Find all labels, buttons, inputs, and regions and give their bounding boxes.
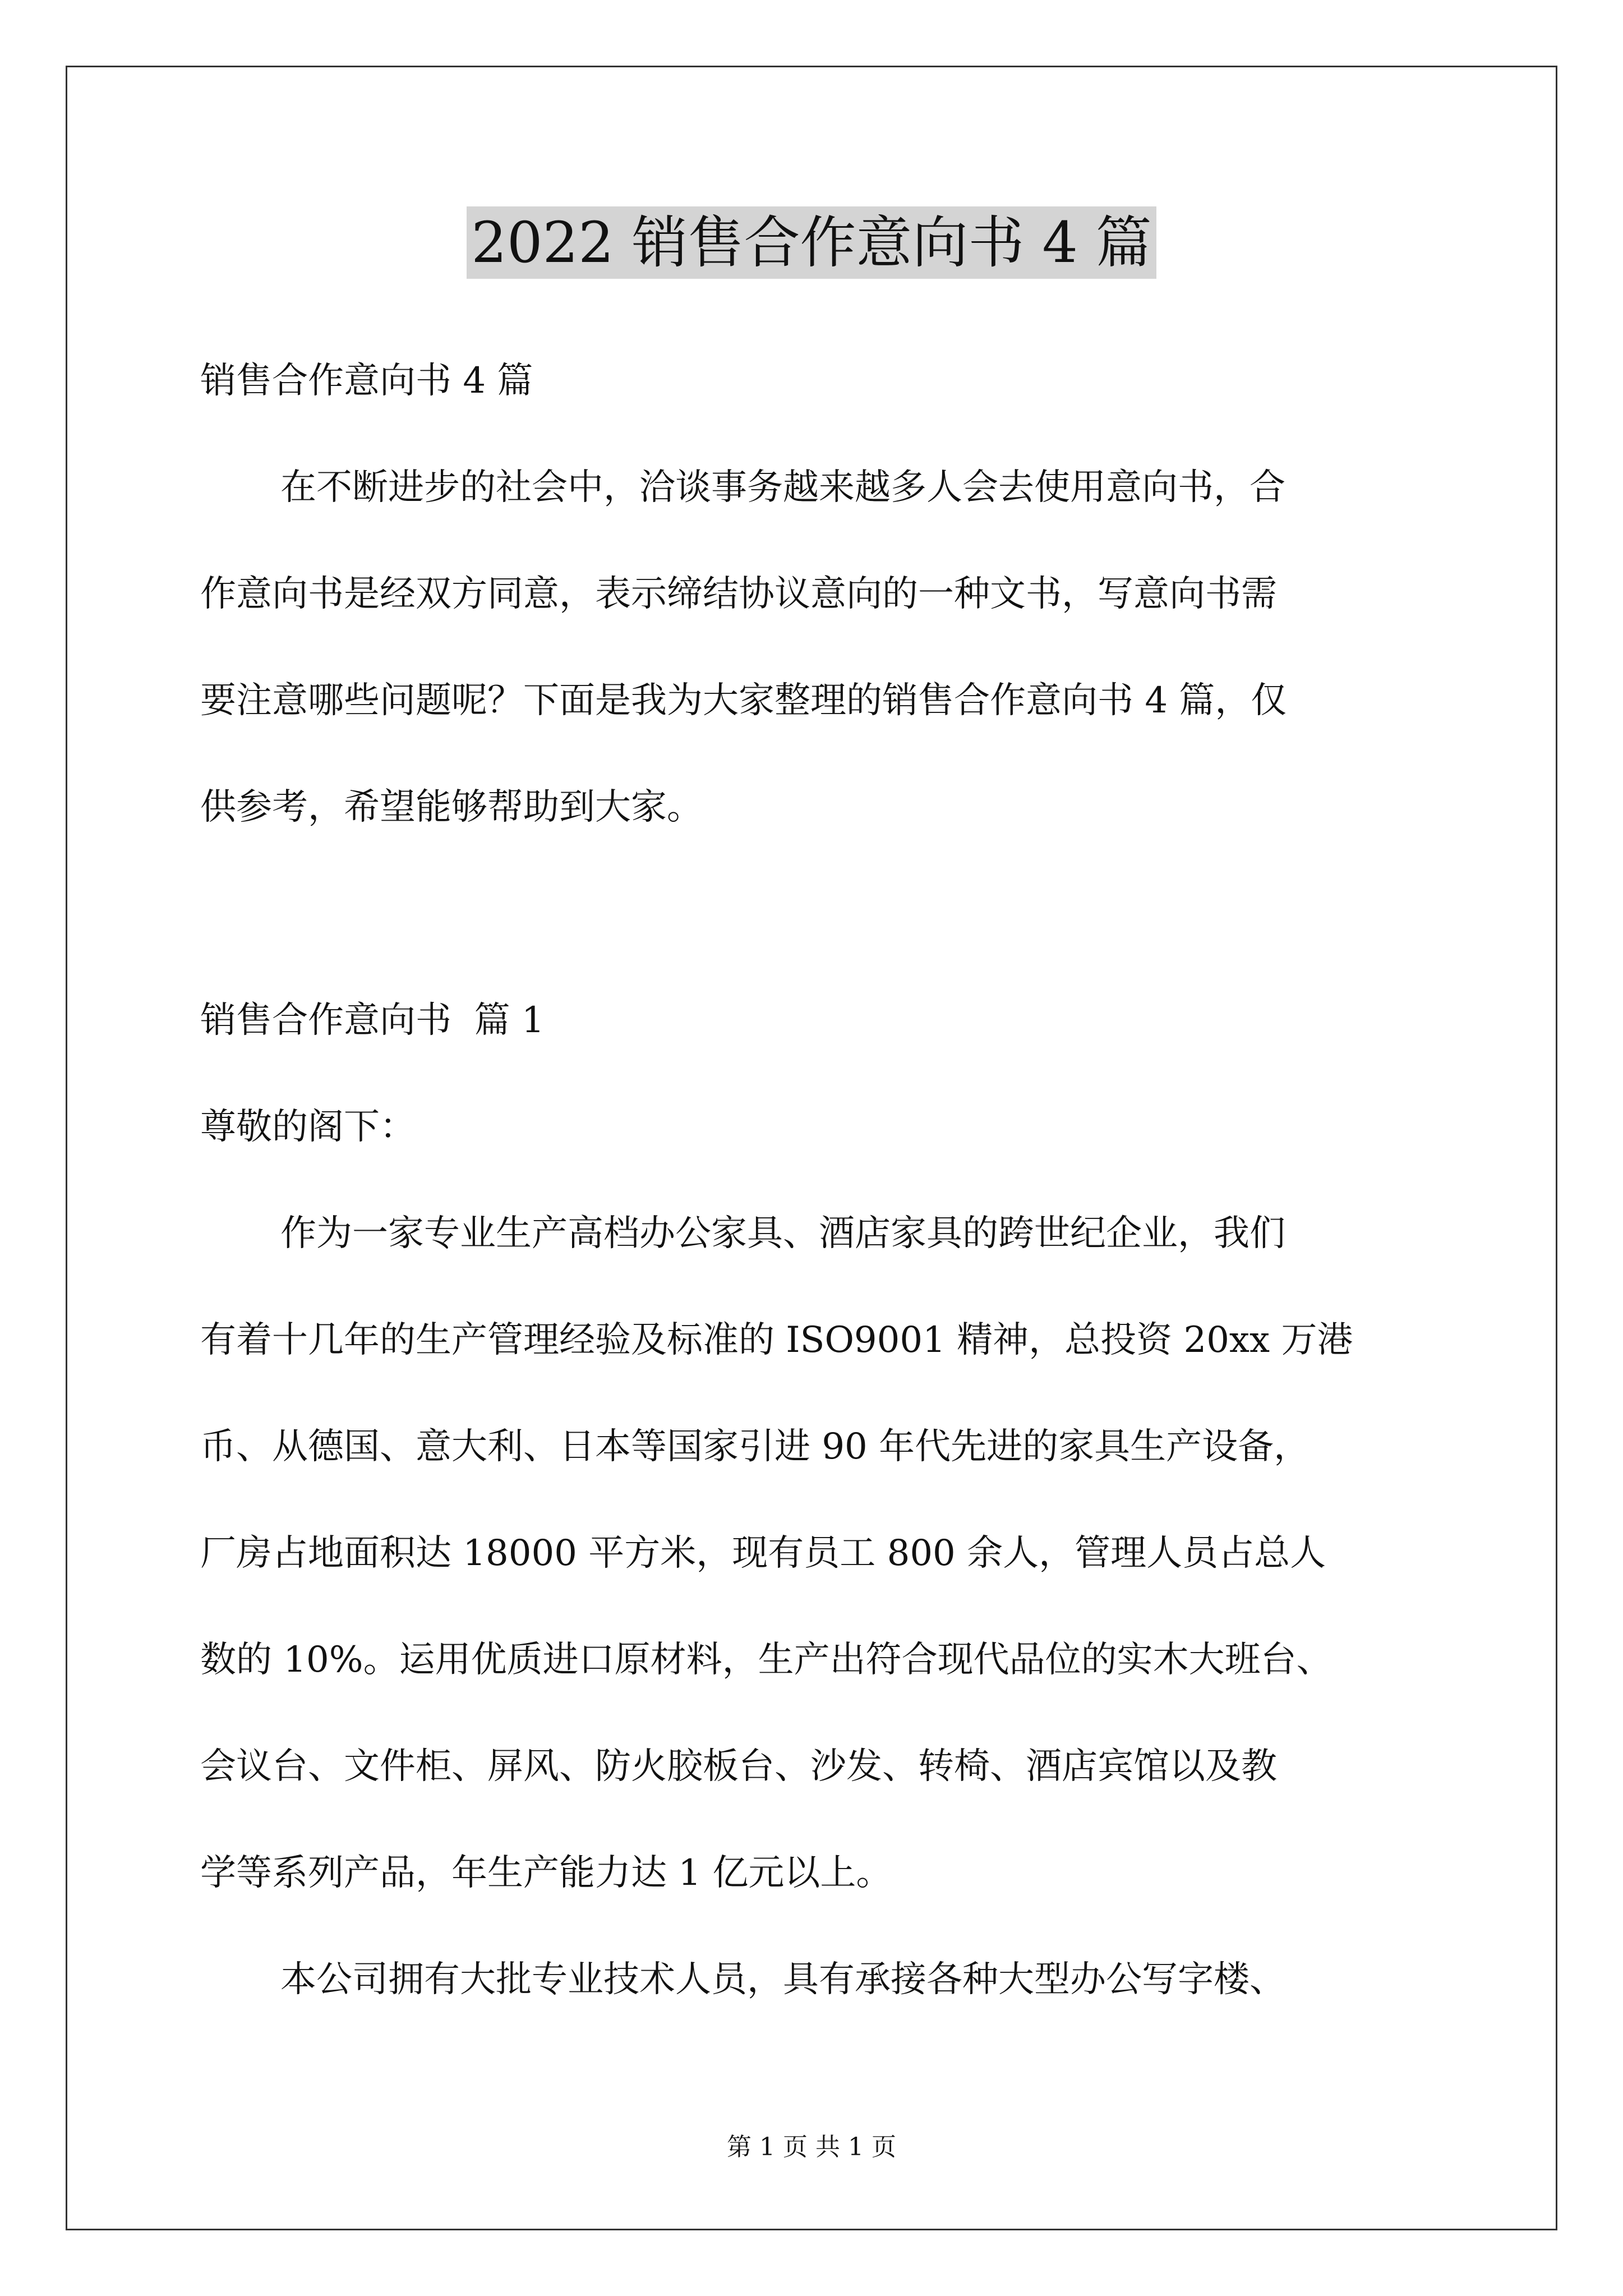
intro-line: 要注意哪些问题呢？下面是我为大家整理的销售合作意向书 4 篇，仅 [200, 680, 1287, 721]
subtitle: 销售合作意向书 4 篇 [200, 360, 533, 402]
intro-line: 在不断进步的社会中，洽谈事务越来越多人会去使用意向书，合 [280, 467, 1285, 508]
page-footer: 第 1 页 共 1 页 [727, 2133, 896, 2161]
salutation: 尊敬的阁下： [200, 1106, 416, 1148]
section-heading: 销售合作意向书 篇 1 [200, 1000, 545, 1041]
body-line: 数的 10%。运用优质进口原材料，生产出符合现代品位的实木大班台、 [200, 1639, 1332, 1681]
body-line: 币、从德国、意大利、日本等国家引进 90 年代先进的家具生产设备， [200, 1426, 1310, 1467]
body-line: 厂房占地面积达 18000 平方米，现有员工 800 余人，管理人员占总人 [200, 1533, 1326, 1574]
body-line: 作为一家专业生产高档办公家具、酒店家具的跨世纪企业，我们 [280, 1213, 1285, 1254]
intro-line: 供参考，希望能够帮助到大家。 [200, 786, 703, 828]
document-title-text: 2022 销售合作意向书 4 篇 [467, 206, 1156, 279]
intro-line: 作意向书是经双方同意，表示缔结协议意向的一种文书，写意向书需 [200, 573, 1277, 615]
body-line: 有着十几年的生产管理经验及标准的 ISO9001 精神，总投资 20xx 万港 [200, 1319, 1353, 1361]
body-line: 学等系列产品，年生产能力达 1 亿元以上。 [200, 1852, 892, 1894]
document-title [0, 204, 1623, 282]
body-line: 会议台、文件柜、屏风、防火胶板台、沙发、转椅、酒店宾馆以及教 [200, 1746, 1277, 1787]
body-line: 本公司拥有大批专业技术人员，具有承接各种大型办公写字楼、 [280, 1959, 1285, 2000]
